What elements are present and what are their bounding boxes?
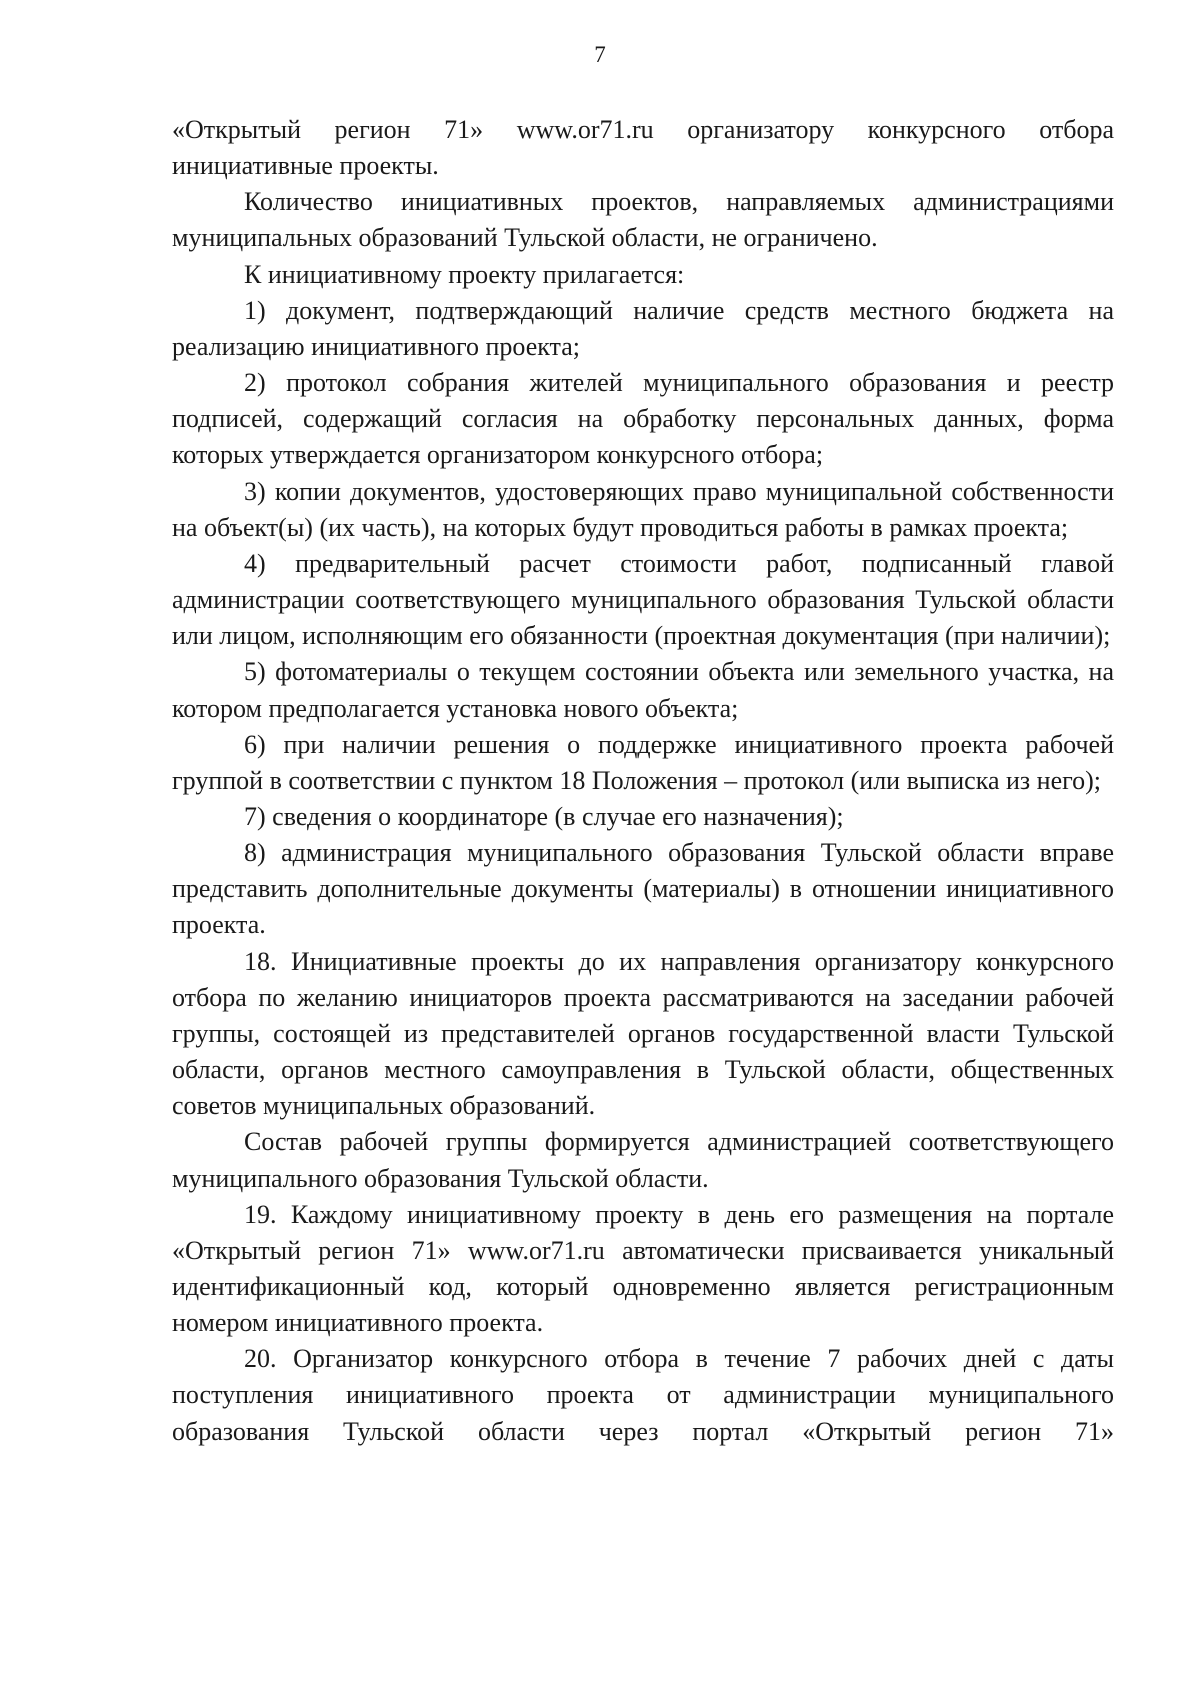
paragraph-portal-continuation: «Открытый регион 71» www.or71.ru организатору конкурсного отбора инициативные проекты. [172,115,1114,181]
list-item-2: 2) протокол собрания жителей муниципального образования и реестр подписей, содержащий согласия на обработку персональных данных, форма которых утверждается организатором конкурсного отбора; [172,368,1114,470]
list-item-6: 6) при наличии решения о поддержке инициативного проекта рабочей группой в соответствии с пунктом 18 Положения – протокол (или выписка из него); [172,729,1114,795]
paragraph-project-count: Количество инициативных проектов, направляемых администрациями муниципальных образований Тульской области, не ограничено. [172,187,1114,253]
paragraph-attachments-intro: К инициативному проекту прилагается: [244,259,685,289]
paragraph-working-group: Состав рабочей группы формируется администрацией соответствующего муниципального образования Тульской области. [172,1127,1114,1193]
list-item-7: 7) сведения о координаторе (в случае его назначения); [244,801,844,831]
clause-19: 19. Каждому инициативному проекту в день его размещения на портале «Открытый регион 71» www.or71.ru автоматически присваивается уникальный идентификационный код, который одновременно является регистрационным номером инициативного проекта. [172,1199,1114,1338]
list-item-5: 5) фотоматериалы о текущем состоянии объекта или земельного участка, на котором предполагается установка нового объекта; [172,657,1114,723]
page-number: 7 [594,42,606,67]
list-item-8: 8) администрация муниципального образования Тульской области вправе представить дополнительные документы (материалы) в отношении инициативного проекта. [172,838,1114,940]
document-body [172,112,1114,1450]
list-item-1: 1) документ, подтверждающий наличие средств местного бюджета на реализацию инициативного проекта; [172,295,1114,361]
clause-18: 18. Инициативные проекты до их направления организатору конкурсного отбора по желанию инициаторов проекта рассматриваются на заседании рабочей группы, состоящей из представителей органов государственной власти Тульской области, органов местного самоуправления в Тульской области, общественных советов муниципальных образований. [172,946,1114,1121]
list-item-3: 3) копии документов, удостоверяющих право муниципальной собственности на объект(ы) (их часть), на которых будут проводиться работы в рамках проекта; [172,476,1114,542]
clause-20: 20. Организатор конкурсного отбора в течение 7 рабочих дней с даты поступления инициативного проекта от администрации муниципального образования Тульской области через портал «Открытый регион 71» [172,1344,1114,1446]
list-item-4: 4) предварительный расчет стоимости работ, подписанный главой администрации соответствующего муниципального образования Тульской области или лицом, исполняющим его обязанности (проектная документация (при наличии); [172,548,1114,651]
